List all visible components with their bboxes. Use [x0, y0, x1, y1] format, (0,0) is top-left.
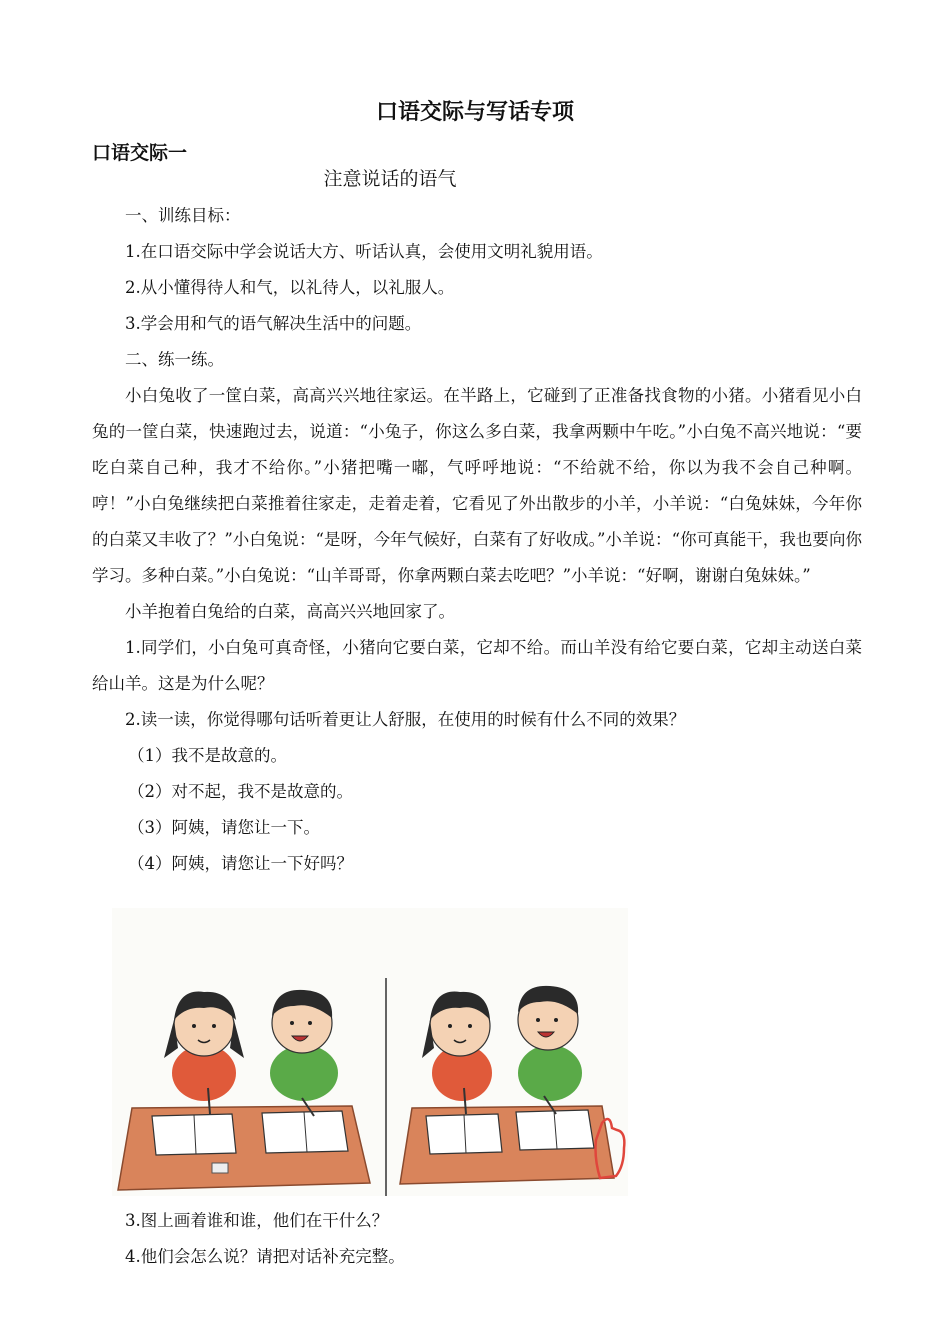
goal-item: 3.学会用和气的语气解决生活中的问题。	[125, 314, 422, 333]
classroom-illustration	[112, 908, 628, 1196]
practice-heading: 二、练一练。	[125, 350, 224, 369]
option-item: （4）阿姨，请您让一下好吗？	[128, 854, 353, 873]
lesson-subtitle: 注意说话的语气	[323, 168, 457, 190]
question-3: 3.图上画着谁和谁，他们在干什么？	[125, 1211, 389, 1230]
goal-item: 1.在口语交际中学会说话大方、听话认真，会使用文明礼貌用语。	[125, 242, 603, 261]
document-title: 口语交际与写话专项	[375, 100, 574, 125]
question-4: 4.他们会怎么说？请把对话补充完整。	[125, 1247, 405, 1266]
goals-heading: 一、训练目标：	[125, 206, 241, 225]
option-item: （1）我不是故意的。	[128, 746, 287, 765]
story-ending: 小羊抱着白兔给的白菜，高高兴兴地回家了。	[125, 602, 455, 621]
lesson-body-top	[92, 198, 862, 882]
goal-item: 2.从小懂得待人和气，以礼待人，以礼服人。	[125, 278, 455, 297]
lesson-body-bottom	[92, 1203, 862, 1275]
question-2: 2.读一读，你觉得哪句话听着更让人舒服，在使用的时候有什么不同的效果？	[125, 710, 686, 729]
option-item: （3）阿姨，请您让一下。	[128, 818, 320, 837]
question-1: 1.同学们，小白兔可真奇怪，小猪向它要白菜，它却不给。而山羊没有给它要白菜，它却主动送白菜给山羊。这是为什么呢？	[92, 638, 862, 693]
story-paragraph: 小白兔收了一筐白菜，高高兴兴地往家运。在半路上，它碰到了正准备找食物的小猪。小猪看见小白兔的一筐白菜，快速跑过去，说道：“小兔子，你这么多白菜，我拿两颗中午吃。”小白兔不高兴地说：“要吃白菜自己种，我才不给你。”小猪把嘴一嘟，气呼呼地说：“不给就不给，你以为我不会自己种啊。哼！”小白兔继续把白菜推着往家走，走着走着，它看见了外出散步的小羊，小羊说：“白兔妹妹，今年你的白菜又丰收了？”小白兔说：“是呀，今年气候好，白菜有了好收成。”小羊说：“你可真能干，我也要向你学习。多种白菜。”小白兔说：“山羊哥哥，你拿两颗白菜去吃吧？”小羊说：“好啊，谢谢白兔妹妹。”	[92, 386, 862, 585]
option-item: （2）对不起，我不是故意的。	[128, 782, 353, 801]
section-heading: 口语交际一	[92, 142, 188, 164]
